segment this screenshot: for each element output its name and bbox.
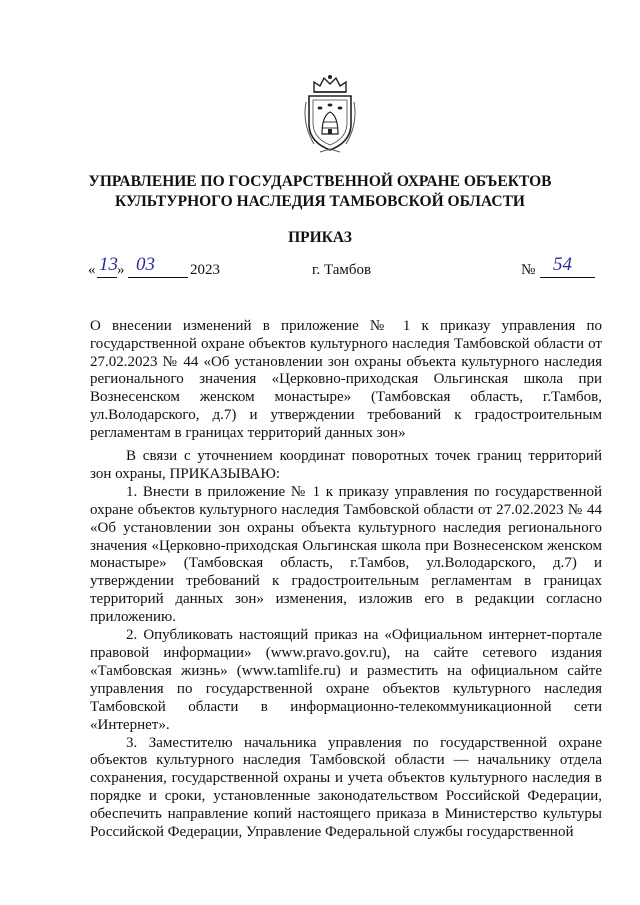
number-label: №	[521, 262, 536, 278]
number-underline	[540, 277, 595, 278]
order-subject: О внесении изменений в приложение № 1 к приказу управления по государственной охране объектов культурного наследия Тамбовской области от 27.02.2023 № 44 «Об установлении зон охраны объекта культурного наследия регионального значения «Церковно-приходская Ольгинская школа при Вознесенском женском монастыре» (Тамбовская область, г.Тамбов, ул.Володарского, д.7) и утверждении требований к градостроительным регламентам в границах территорий данных зон»	[90, 318, 602, 441]
preamble-paragraph: В связи с уточнением координат поворотных точек границ территорий зон охраны, ПРИКАЗЫВАЮ:	[90, 448, 602, 482]
tambov-coat-of-arms-icon	[300, 72, 360, 156]
agency-name-line-2: КУЛЬТУРНОГО НАСЛЕДИЯ ТАМБОВСКОЙ ОБЛАСТИ	[115, 193, 525, 210]
agency-name-line-1: УПРАВЛЕНИЕ ПО ГОСУДАРСТВЕННОЙ ОХРАНЕ ОБЪЕКТОВ	[88, 173, 552, 190]
agency-name	[60, 172, 580, 212]
document-type-title: ПРИКАЗ	[288, 229, 352, 246]
day-underline	[97, 277, 117, 278]
date-close-quote: »	[117, 262, 125, 278]
date-year: 2023	[190, 262, 220, 278]
clause-1-paragraph: 1. Внести в приложение № 1 к приказу управления по государственной охране объектов культурного наследия Тамбовской области от 27.02.2023 № 44 «Об установлении зон охраны объекта культурного наследия регионального значения «Церковно-приходская Ольгинская школа при Вознесенском женском монастыре» (Тамбовская область, г.Тамбов, ул.Володарского, д.7) и утверждении требований к градостроительным регламентам в границах территорий данных зон» изменения, изложив его в редакции согласно приложению.	[90, 483, 602, 626]
order-number: 54	[553, 254, 572, 275]
date-open-quote: «	[88, 262, 96, 278]
date-number-line	[0, 256, 640, 282]
month-underline	[128, 277, 188, 278]
clause-2-paragraph: 2. Опубликовать настоящий приказ на «Официальном интернет-портале правовой информации» (www.pravo.gov.ru), на сайте сетевого издания «Тамбовская жизнь» (www.tamlife.ru) и разместить на официальном сайте управления по государственной охране объектов культурного наследия Тамбовской области в информационно-телекоммуникационной сети «Интернет».	[90, 627, 602, 733]
order-body	[90, 448, 602, 842]
place-of-issue: г. Тамбов	[312, 262, 372, 278]
date-day: 13	[99, 254, 118, 275]
clause-3-paragraph: 3. Заместителю начальника управления по государственной охране объектов культурного наследия Тамбовской области — начальнику отдела сохранения, государственной охраны и учета объектов культурного наследия в порядке и сроки, установленные законодательством Российской Федерации, обеспечить направление копий настоящего приказа в Министерство культуры Российской Федерации, Управление Федеральной службы государственной	[90, 734, 602, 841]
date-month: 03	[136, 254, 155, 275]
